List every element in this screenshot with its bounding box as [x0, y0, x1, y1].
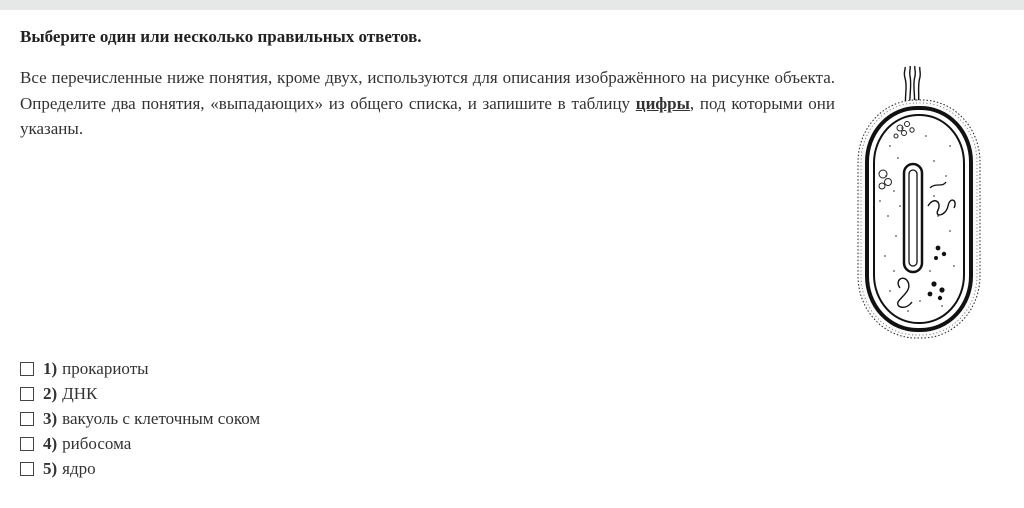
question-emphasis: цифры	[635, 93, 690, 113]
checkbox-option-2[interactable]	[20, 387, 34, 401]
option-label: прокариоты	[62, 358, 149, 378]
question-part2: , под которыми они указаны.	[20, 93, 835, 138]
question-text	[20, 65, 835, 142]
option-1[interactable]	[20, 356, 260, 381]
option-2[interactable]	[20, 381, 260, 406]
option-5[interactable]	[20, 456, 260, 481]
option-number: 4)	[43, 433, 58, 453]
option-label: вакуоль с клеточным соком	[62, 408, 261, 428]
instruction-heading: Выберите один или несколько правильных ответов.	[20, 27, 422, 46]
option-label: ДНК	[62, 383, 98, 403]
checkbox-option-3[interactable]	[20, 412, 34, 426]
answer-options	[20, 356, 260, 481]
checkbox-option-4[interactable]	[20, 437, 34, 451]
option-number: 2)	[43, 383, 58, 403]
option-number: 5)	[43, 458, 58, 478]
option-number: 1)	[43, 358, 58, 378]
bacterium-cell-drawing-icon	[850, 66, 988, 342]
top-bar	[0, 0, 1024, 10]
option-number: 3)	[43, 408, 58, 428]
question-part1: Все перечисленные ниже понятия, кроме двух, используются для описания изображённого на рисунке объекта. Определите два понятия, «выпадающих» из общего списка, и запишите в таблицу	[20, 68, 835, 113]
option-label: ядро	[62, 458, 96, 478]
checkbox-option-5[interactable]	[20, 462, 34, 476]
option-4[interactable]	[20, 431, 260, 456]
option-label: рибосома	[62, 433, 132, 453]
checkbox-option-1[interactable]	[20, 362, 34, 376]
option-3[interactable]	[20, 406, 260, 431]
